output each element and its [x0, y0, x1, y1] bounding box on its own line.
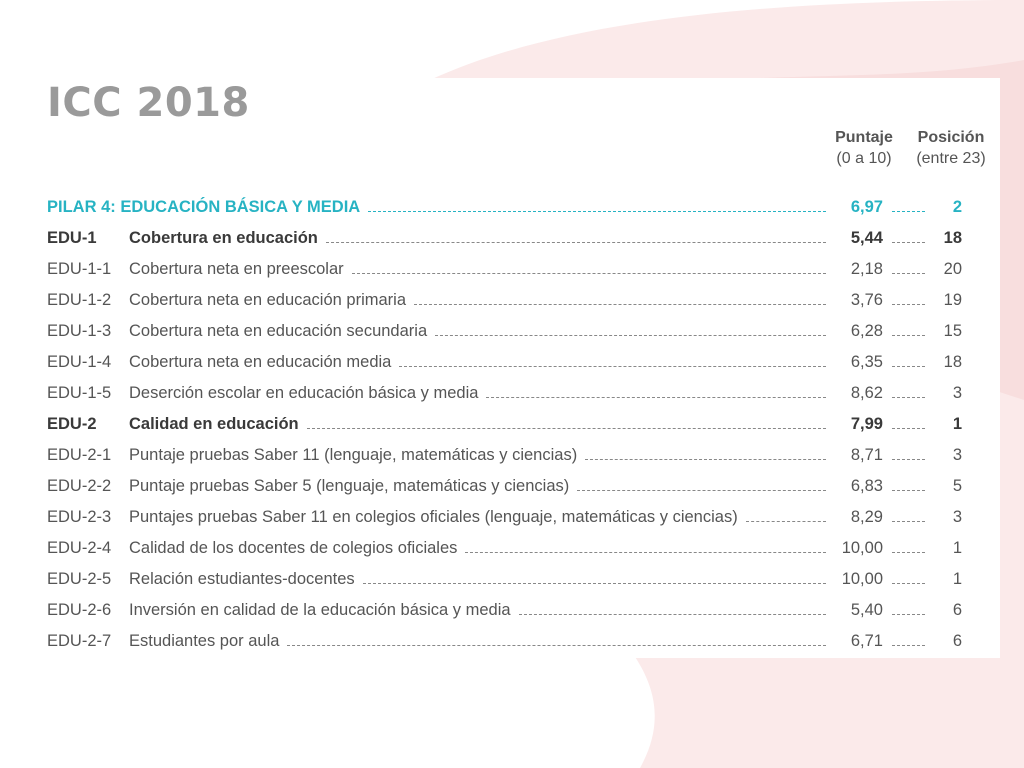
- indicator-code: EDU-2-7: [47, 632, 112, 650]
- indicator-code: EDU-2-3: [47, 508, 112, 526]
- indicator-code: EDU-1-2: [47, 291, 112, 309]
- leader-dots: [399, 366, 826, 367]
- leader-dots: [486, 397, 826, 398]
- indicator-score: 2,18: [850, 260, 883, 278]
- indicator-score: 7,99: [850, 415, 883, 433]
- posicion-header-label: Posición: [917, 129, 985, 146]
- indicator-label: Cobertura neta en preescolar: [129, 260, 344, 278]
- indicator-position: 6: [952, 601, 962, 619]
- table-row: [0, 347, 1024, 378]
- leader-dots: [892, 477, 925, 491]
- leader-dots: [746, 521, 826, 522]
- indicator-label: Inversión en calidad de la educación básica y media: [129, 601, 511, 619]
- leader-dots: [892, 632, 925, 646]
- table-row: [0, 409, 1024, 440]
- table-row: [0, 316, 1024, 347]
- leader-dots: [892, 229, 925, 243]
- pillar-score: 6,97: [850, 198, 883, 216]
- table-row: [0, 254, 1024, 285]
- indicator-code: EDU-2-5: [47, 570, 112, 588]
- indicator-label: Cobertura neta en educación media: [129, 353, 392, 371]
- leader-dots: [892, 322, 925, 336]
- indicator-score: 5,44: [850, 229, 883, 247]
- table-row: [0, 564, 1024, 595]
- leader-dots: [287, 645, 826, 646]
- leader-dots: [326, 242, 826, 243]
- indicator-label: Cobertura neta en educación primaria: [129, 291, 406, 309]
- indicator-position: 5: [952, 477, 962, 495]
- leader-dots: [892, 415, 925, 429]
- indicator-position: 6: [952, 632, 962, 650]
- leader-dots: [892, 384, 925, 398]
- table-row: [0, 471, 1024, 502]
- indicator-code: EDU-2-6: [47, 601, 112, 619]
- indicator-table: [0, 192, 1024, 657]
- leader-dots: [435, 335, 826, 336]
- indicator-code: EDU-1-3: [47, 322, 112, 340]
- indicator-label: Cobertura neta en educación secundaria: [129, 322, 428, 340]
- indicator-label: Deserción escolar en educación básica y media: [129, 384, 479, 402]
- indicator-code: EDU-2-4: [47, 539, 112, 557]
- indicator-code: EDU-1-4: [47, 353, 112, 371]
- puntaje-header-sublabel: (0 a 10): [836, 150, 892, 167]
- indicator-code: EDU-1-1: [47, 260, 112, 278]
- pillar-row: [0, 192, 1024, 223]
- indicator-label: Calidad en educación: [129, 415, 299, 433]
- indicator-code: EDU-2-2: [47, 477, 112, 495]
- indicator-code: EDU-1-5: [47, 384, 112, 402]
- table-row: [0, 502, 1024, 533]
- table-row: [0, 440, 1024, 471]
- indicator-position: 1: [952, 570, 962, 588]
- indicator-position: 3: [952, 446, 962, 464]
- indicator-code: EDU-2: [47, 415, 97, 433]
- leader-dots: [577, 490, 826, 491]
- column-header-posicion: [906, 127, 996, 169]
- indicator-position: 18: [943, 229, 962, 247]
- leader-dots: [892, 539, 925, 553]
- leader-dots: [519, 614, 826, 615]
- leader-dots: [465, 552, 826, 553]
- leader-dots: [892, 291, 925, 305]
- indicator-score: 8,71: [850, 446, 883, 464]
- leader-dots: [892, 508, 925, 522]
- indicator-score: 10,00: [841, 539, 883, 557]
- table-row: [0, 378, 1024, 409]
- indicator-score: 5,40: [850, 601, 883, 619]
- indicator-code: EDU-2-1: [47, 446, 112, 464]
- leader-dots: [352, 273, 826, 274]
- posicion-header-sublabel: (entre 23): [916, 150, 986, 167]
- indicator-label: Puntaje pruebas Saber 11 (lenguaje, matemáticas y ciencias): [129, 446, 578, 464]
- leader-dots: [368, 211, 826, 212]
- puntaje-header-label: Puntaje: [835, 129, 893, 146]
- leader-dots: [585, 459, 826, 460]
- indicator-rows: [0, 223, 1024, 657]
- leader-dots: [363, 583, 826, 584]
- indicator-score: 6,71: [850, 632, 883, 650]
- indicator-label: Calidad de los docentes de colegios oficiales: [129, 539, 458, 557]
- indicator-position: 18: [943, 353, 962, 371]
- leader-dots: [892, 570, 925, 584]
- leader-dots: [892, 353, 925, 367]
- page-title: ICC 2018: [47, 80, 250, 126]
- indicator-score: 6,83: [850, 477, 883, 495]
- pillar-label: PILAR 4: EDUCACIÓN BÁSICA Y MEDIA: [47, 198, 361, 216]
- indicator-position: 1: [952, 539, 962, 557]
- leader-dots: [892, 446, 925, 460]
- table-row: [0, 626, 1024, 657]
- table-row: [0, 595, 1024, 626]
- table-row: [0, 285, 1024, 316]
- leader-dots: [892, 601, 925, 615]
- table-row: [0, 223, 1024, 254]
- indicator-score: 6,35: [850, 353, 883, 371]
- indicator-label: Relación estudiantes-docentes: [129, 570, 355, 588]
- indicator-label: Puntajes pruebas Saber 11 en colegios oficiales (lenguaje, matemáticas y ciencias): [129, 508, 738, 526]
- column-header-puntaje: [828, 127, 900, 169]
- indicator-position: 20: [943, 260, 962, 278]
- indicator-score: 6,28: [850, 322, 883, 340]
- indicator-position: 19: [943, 291, 962, 309]
- indicator-label: Puntaje pruebas Saber 5 (lenguaje, matemáticas y ciencias): [129, 477, 570, 495]
- indicator-position: 3: [952, 384, 962, 402]
- pillar-position: 2: [952, 198, 962, 216]
- table-row: [0, 533, 1024, 564]
- indicator-code: EDU-1: [47, 229, 97, 247]
- indicator-score: 3,76: [850, 291, 883, 309]
- indicator-label: Cobertura en educación: [129, 229, 318, 247]
- leader-dots: [892, 260, 925, 274]
- indicator-score: 10,00: [841, 570, 883, 588]
- indicator-position: 3: [952, 508, 962, 526]
- indicator-position: 1: [952, 415, 962, 433]
- leader-dots: [414, 304, 826, 305]
- indicator-label: Estudiantes por aula: [129, 632, 280, 650]
- indicator-score: 8,62: [850, 384, 883, 402]
- leader-dots: [307, 428, 826, 429]
- indicator-score: 8,29: [850, 508, 883, 526]
- leader-dots: [892, 198, 925, 212]
- indicator-position: 15: [943, 322, 962, 340]
